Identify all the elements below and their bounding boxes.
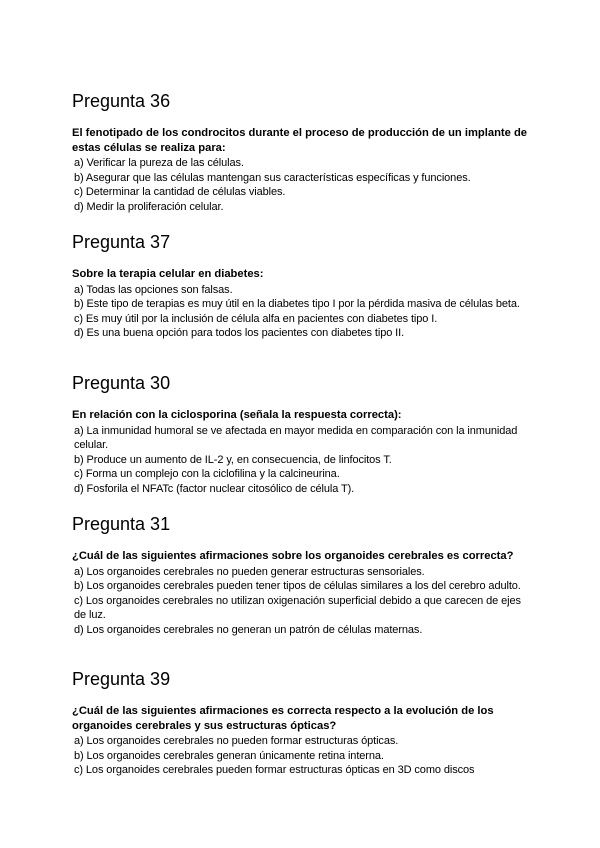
question-title: Pregunta 37 — [72, 232, 171, 252]
option-b: b) Los organoides cerebrales generan únicamente retina interna. — [74, 749, 384, 762]
option-a: a) Los organoides cerebrales no pueden generar estructuras sensoriales. — [74, 565, 425, 578]
option-c: c) Los organoides cerebrales no utilizan oxigenación superficial debido a que carecen de ejes de luz. — [74, 594, 521, 621]
question-title: Pregunta 36 — [72, 91, 171, 111]
option-b: b) Produce un aumento de IL-2 y, en consecuencia, de linfocitos T. — [74, 453, 392, 466]
question-text: Sobre la terapia celular en diabetes: — [72, 268, 264, 280]
question-37 — [72, 231, 532, 341]
option-b: b) Este tipo de terapias es muy útil en la diabetes tipo I por la pérdida masiva de células beta. — [74, 298, 520, 310]
option-c: c) Forma un complejo con la ciclofilina y la calcineurina. — [74, 468, 340, 480]
question-31 — [72, 513, 532, 637]
question-39 — [72, 668, 532, 778]
option-c: c) Es muy útil por la inclusión de célula alfa en pacientes con diabetes tipo I. — [74, 312, 438, 325]
question-text: ¿Cuál de las siguientes afirmaciones sobre los organoides cerebrales es correcta? — [72, 550, 514, 562]
question-title: Pregunta 30 — [72, 373, 171, 393]
option-c: c) Determinar la cantidad de células viables. — [74, 186, 286, 198]
question-text: ¿Cuál de las siguientes afirmaciones es correcta respecto a la evolución de los organoides cerebrales y sus estructuras ópticas? — [72, 705, 494, 732]
question-text: En relación con la ciclosporina (señala la respuesta correcta): — [72, 409, 402, 421]
option-a: a) Los organoides cerebrales no pueden formar estructuras ópticas. — [74, 735, 399, 747]
question-text: El fenotipado de los condrocitos durante el proceso de producción de un implante de estas células se realiza para: — [72, 127, 528, 154]
question-title: Pregunta 31 — [72, 514, 171, 534]
option-d: d) Es una buena opción para todos los pacientes con diabetes tipo II. — [74, 327, 405, 339]
option-a: a) La inmunidad humoral se ve afectada en mayor medida en comparación con la inmunidad celular. — [74, 424, 518, 451]
question-36 — [72, 90, 532, 214]
question-30 — [72, 372, 532, 496]
question-title: Pregunta 39 — [72, 669, 171, 689]
option-a: a) Todas las opciones son falsas. — [74, 283, 233, 296]
option-b: b) Los organoides cerebrales pueden tener tipos de células similares a los del cerebro adulto. — [74, 580, 521, 592]
option-c: c) Los organoides cerebrales pueden formar estructuras ópticas en 3D como discos — [74, 764, 475, 776]
option-d: d) Medir la proliferación celular. — [74, 200, 224, 213]
option-d: d) Fosforila el NFATc (factor nuclear citosólico de célula T). — [74, 482, 355, 495]
option-a: a) Verificar la pureza de las células. — [74, 157, 244, 169]
option-d: d) Los organoides cerebrales no generan un patrón de células maternas. — [74, 623, 423, 636]
option-b: b) Asegurar que las células mantengan sus características específicas y funciones. — [74, 171, 471, 184]
